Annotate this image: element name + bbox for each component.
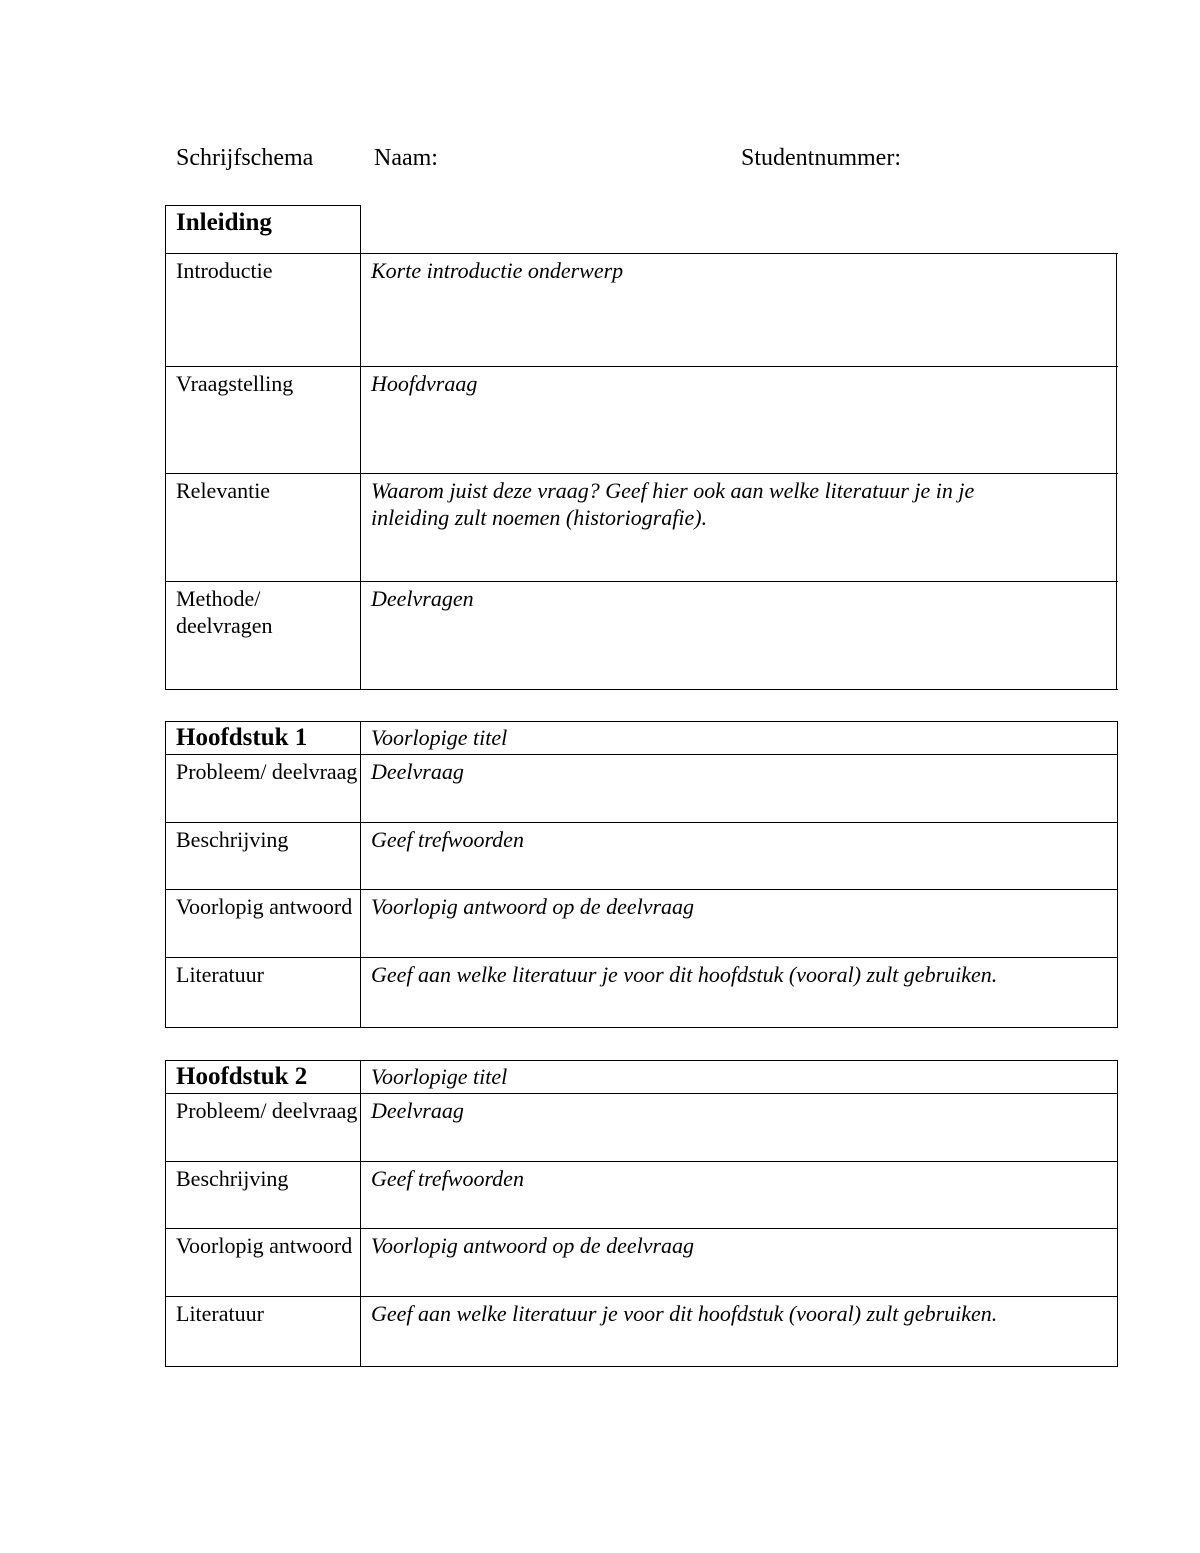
row-value-beschrijving[interactable]: Geef trefwoorden (371, 827, 524, 852)
row-value-literatuur[interactable]: Geef aan welke literatuur je voor dit hoofdstuk (vooral) zult gebruiken. (371, 1301, 998, 1326)
row-label-vraagstelling: Vraagstelling (176, 371, 294, 396)
row-value-voorlopig-antwoord[interactable]: Voorlopig antwoord op de deelvraag (371, 1233, 695, 1258)
row-label-introductie: Introductie (176, 258, 273, 283)
hoofdstuk1-title-value[interactable]: Voorlopige titel (371, 725, 508, 750)
row-label-relevantie: Relevantie (176, 478, 271, 503)
row-label-literatuur: Literatuur (176, 1301, 264, 1326)
row-label-probleem: Probleem/ deelvraag (176, 759, 358, 784)
row-value-beschrijving[interactable]: Geef trefwoorden (371, 1166, 524, 1191)
row-value-vraagstelling[interactable]: Hoofdvraag (371, 371, 478, 396)
row-value-methode[interactable]: Deelvragen (371, 586, 474, 611)
row-label-beschrijving: Beschrijving (176, 827, 289, 852)
hoofdstuk2-title-value[interactable]: Voorlopige titel (371, 1064, 508, 1089)
row-label-voorlopig-antwoord: Voorlopig antwoord (176, 894, 353, 919)
row-value-probleem[interactable]: Deelvraag (371, 759, 464, 784)
row-label-voorlopig-antwoord: Voorlopig antwoord (176, 1233, 353, 1258)
row-value-literatuur[interactable]: Geef aan welke literatuur je voor dit hoofdstuk (vooral) zult gebruiken. (371, 962, 998, 987)
naam-label: Naam: (374, 145, 438, 171)
row-value-probleem[interactable]: Deelvraag (371, 1098, 464, 1123)
row-label-methode: Methode/ deelvragen (176, 586, 273, 638)
inleiding-heading: Inleiding (176, 209, 272, 236)
hoofdstuk1-heading: Hoofdstuk 1 (176, 724, 308, 751)
row-label-probleem: Probleem/ deelvraag (176, 1098, 358, 1123)
row-value-voorlopig-antwoord[interactable]: Voorlopig antwoord op de deelvraag (371, 894, 695, 919)
studentnummer-label: Studentnummer: (741, 145, 901, 171)
row-value-introductie[interactable]: Korte introductie onderwerp (371, 258, 624, 283)
row-value-relevantie[interactable]: Waarom juist deze vraag? Geef hier ook aan welke literatuur je in je inleiding zult noemen (historiografie). (371, 478, 975, 530)
hoofdstuk2-heading: Hoofdstuk 2 (176, 1063, 308, 1090)
row-label-literatuur: Literatuur (176, 962, 264, 987)
row-label-beschrijving: Beschrijving (176, 1166, 289, 1191)
document-title: Schrijfschema (176, 145, 314, 171)
